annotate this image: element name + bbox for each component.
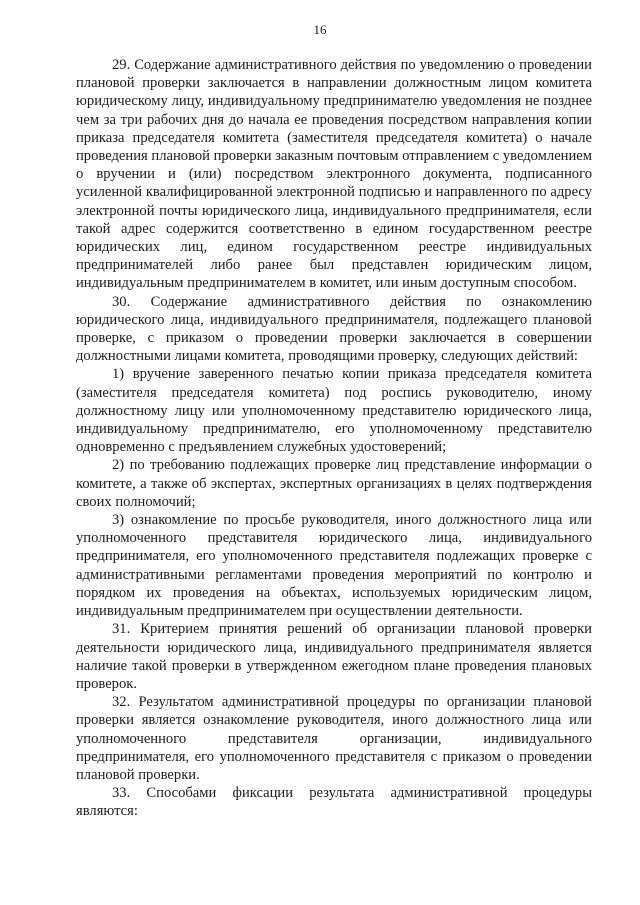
list-item-3: 3) ознакомление по просьбе руководителя, иного должностного лица или уполномоченного представителя юридического лица, индивидуального предпринимателя, его уполномоченного представителя подлежащих проверке с административными регламентами проведения мероприятий по контролю и порядком их проведения на объектах, используемых юридическим лицом, индивидуальным предпринимателем при осуществлении деятельности. [76,512,592,620]
paragraph-33: 33. Способами фиксации результата административной процедуры являются: [76,785,592,820]
body-text [76,56,592,821]
paragraph-29: 29. Содержание административного действия по уведомлению о проведении плановой проверки заключается в направлении должностным лицом комитета юридическому лицу, индивидуальному предпринимателю уведомления не позднее чем за три рабочих дня до начала ее проведения посредством направления копии приказа председателя комитета (заместителя председателя комитета) о начале проведения плановой проверки заказным почтовым отправлением с уведомлением о вручении и (или) посредством электронного документа, подписанного усиленной квалифицированной электронной подписью и направленного по адресу электронной почты юридического лица, индивидуального предпринимателя, если такой адрес содержится соответственно в едином государственном реестре юридических лиц, едином государственном реестре индивидуальных предпринимателей либо ранее был представлен юридическим лицом, индивидуальным предпринимателем в комитет, или иным доступным способом. [76,57,592,292]
paragraph-32: 32. Результатом административной процедуры по организации плановой проверки является ознакомление руководителя, иного должностного лица или уполномоченного представителя организации, индивидуального предпринимателя, его уполномоченного представителя с приказом о проведении плановой проверки. [76,694,592,783]
list-item-2: 2) по требованию подлежащих проверке лиц представление информации о комитете, а также об экспертах, экспертных организациях в целях подтверждения своих полномочий; [76,457,592,510]
list-item-1: 1) вручение заверенного печатью копии приказа председателя комитета (заместителя председателя комитета) под роспись руководителю, иному должностному лицу или уполномоченному представителю юридического лица, индивидуальному предпринимателю, его уполномоченному представителю одновременно с предъявлением служебных удостоверений; [76,366,592,456]
page-number: 16 [313,22,327,37]
paragraph-31: 31. Критерием принятия решений об организации плановой проверки деятельности юридического лица, индивидуального предпринимателя является наличие такой проверки в утвержденном ежегодном плане проведения плановых проверок. [76,621,592,692]
paragraph-30: 30. Содержание административного действия по ознакомлению юридического лица, индивидуального предпринимателя, подлежащего плановой проверке, с приказом о проведении проверки заключается в совершении должностными лицами комитета, проводящими проверку, следующих действий: [76,293,592,365]
